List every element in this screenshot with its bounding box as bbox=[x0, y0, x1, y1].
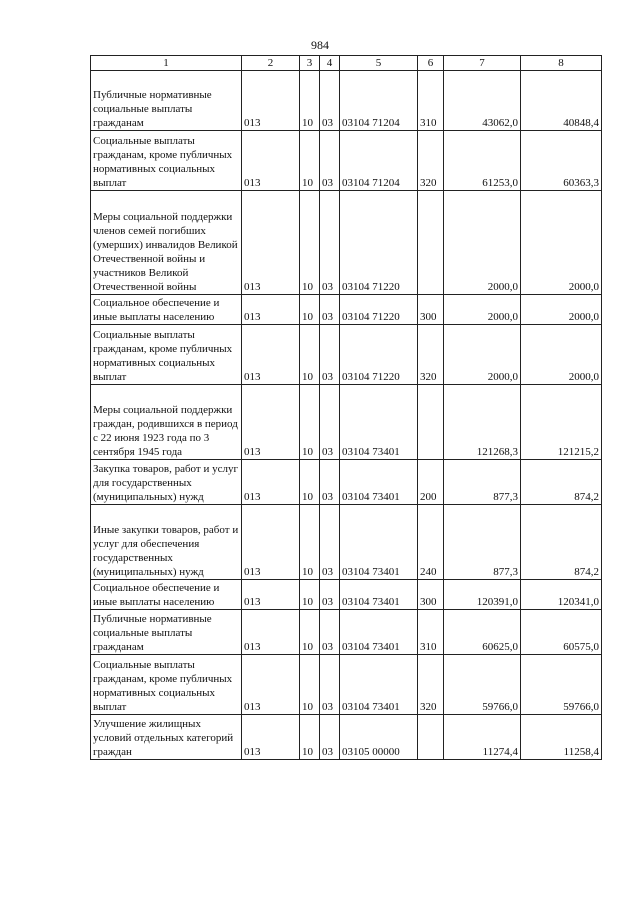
row-col4-cell: 03 bbox=[320, 325, 340, 385]
row-col8-cell: 59766,0 bbox=[521, 655, 602, 715]
row-col3-cell: 10 bbox=[300, 655, 320, 715]
row-col2-cell: 013 bbox=[242, 505, 300, 580]
row-col8-cell: 2000,0 bbox=[521, 191, 602, 295]
table-row bbox=[91, 460, 602, 505]
row-col7-cell: 120391,0 bbox=[444, 580, 521, 610]
row-col8-cell: 11258,4 bbox=[521, 715, 602, 760]
row-col7-cell: 59766,0 bbox=[444, 655, 521, 715]
header-cell: 4 bbox=[320, 56, 340, 71]
header-cell: 2 bbox=[242, 56, 300, 71]
row-name-cell: Меры социальной поддержки граждан, родившихся в период с 22 июня 1923 года по 3 сентября 1945 года bbox=[91, 385, 242, 460]
row-col3-cell: 10 bbox=[300, 385, 320, 460]
row-name-cell: Социальное обеспечение и иные выплаты населению bbox=[91, 295, 242, 325]
row-col3-cell: 10 bbox=[300, 131, 320, 191]
row-col5-cell: 03104 71204 bbox=[340, 131, 418, 191]
row-col3-cell: 10 bbox=[300, 505, 320, 580]
row-col4-cell: 03 bbox=[320, 715, 340, 760]
row-col6-cell: 320 bbox=[418, 325, 444, 385]
row-name-cell: Социальные выплаты гражданам, кроме публичных нормативных социальных выплат bbox=[91, 655, 242, 715]
table-row bbox=[91, 191, 602, 295]
row-name-cell: Улучшение жилищных условий отдельных категорий граждан bbox=[91, 715, 242, 760]
row-col5-cell: 03104 73401 bbox=[340, 460, 418, 505]
row-col8-cell: 121215,2 bbox=[521, 385, 602, 460]
row-col2-cell: 013 bbox=[242, 655, 300, 715]
row-col7-cell: 2000,0 bbox=[444, 295, 521, 325]
row-col7-cell: 60625,0 bbox=[444, 610, 521, 655]
row-col3-cell: 10 bbox=[300, 71, 320, 131]
row-col7-cell: 11274,4 bbox=[444, 715, 521, 760]
row-col5-cell: 03104 71204 bbox=[340, 71, 418, 131]
header-row bbox=[91, 56, 602, 71]
row-col6-cell bbox=[418, 385, 444, 460]
row-col4-cell: 03 bbox=[320, 71, 340, 131]
budget-table bbox=[90, 55, 602, 760]
row-col5-cell: 03105 00000 bbox=[340, 715, 418, 760]
row-col4-cell: 03 bbox=[320, 610, 340, 655]
row-name-cell: Иные закупки товаров, работ и услуг для обеспечения государственных (муниципальных) нужд bbox=[91, 505, 242, 580]
row-col2-cell: 013 bbox=[242, 715, 300, 760]
table-row bbox=[91, 325, 602, 385]
row-col6-cell: 300 bbox=[418, 580, 444, 610]
row-col8-cell: 60363,3 bbox=[521, 131, 602, 191]
row-name-cell: Закупка товаров, работ и услуг для государственных (муниципальных) нужд bbox=[91, 460, 242, 505]
row-col8-cell: 874,2 bbox=[521, 460, 602, 505]
row-col7-cell: 877,3 bbox=[444, 460, 521, 505]
row-col5-cell: 03104 73401 bbox=[340, 385, 418, 460]
row-name-cell: Социальные выплаты гражданам, кроме публичных нормативных социальных выплат bbox=[91, 325, 242, 385]
table-row bbox=[91, 580, 602, 610]
row-col7-cell: 43062,0 bbox=[444, 71, 521, 131]
row-col7-cell: 2000,0 bbox=[444, 325, 521, 385]
row-col7-cell: 61253,0 bbox=[444, 131, 521, 191]
row-col7-cell: 877,3 bbox=[444, 505, 521, 580]
table-row bbox=[91, 610, 602, 655]
row-col2-cell: 013 bbox=[242, 71, 300, 131]
row-col6-cell: 320 bbox=[418, 131, 444, 191]
row-col3-cell: 10 bbox=[300, 325, 320, 385]
row-col4-cell: 03 bbox=[320, 295, 340, 325]
row-col4-cell: 03 bbox=[320, 580, 340, 610]
row-col6-cell bbox=[418, 715, 444, 760]
row-col4-cell: 03 bbox=[320, 460, 340, 505]
row-col8-cell: 60575,0 bbox=[521, 610, 602, 655]
row-name-cell: Социальные выплаты гражданам, кроме публичных нормативных социальных выплат bbox=[91, 131, 242, 191]
row-col4-cell: 03 bbox=[320, 191, 340, 295]
header-cell: 1 bbox=[91, 56, 242, 71]
header-cell: 8 bbox=[521, 56, 602, 71]
table-row bbox=[91, 385, 602, 460]
row-col6-cell: 310 bbox=[418, 610, 444, 655]
row-col5-cell: 03104 73401 bbox=[340, 505, 418, 580]
row-col8-cell: 120341,0 bbox=[521, 580, 602, 610]
row-col8-cell: 874,2 bbox=[521, 505, 602, 580]
row-col6-cell: 300 bbox=[418, 295, 444, 325]
row-col6-cell: 310 bbox=[418, 71, 444, 131]
row-col3-cell: 10 bbox=[300, 191, 320, 295]
row-col3-cell: 10 bbox=[300, 580, 320, 610]
header-cell: 6 bbox=[418, 56, 444, 71]
row-col5-cell: 03104 73401 bbox=[340, 610, 418, 655]
row-col2-cell: 013 bbox=[242, 325, 300, 385]
row-col3-cell: 10 bbox=[300, 460, 320, 505]
header-cell: 7 bbox=[444, 56, 521, 71]
row-col7-cell: 2000,0 bbox=[444, 191, 521, 295]
header-cell: 3 bbox=[300, 56, 320, 71]
page-number: 984 bbox=[311, 38, 329, 52]
row-col4-cell: 03 bbox=[320, 131, 340, 191]
row-col2-cell: 013 bbox=[242, 610, 300, 655]
row-col2-cell: 013 bbox=[242, 131, 300, 191]
row-name-cell: Публичные нормативные социальные выплаты гражданам bbox=[91, 71, 242, 131]
header-cell: 5 bbox=[340, 56, 418, 71]
table-row bbox=[91, 295, 602, 325]
row-name-cell: Публичные нормативные социальные выплаты гражданам bbox=[91, 610, 242, 655]
row-col6-cell: 320 bbox=[418, 655, 444, 715]
row-col7-cell: 121268,3 bbox=[444, 385, 521, 460]
row-col5-cell: 03104 73401 bbox=[340, 655, 418, 715]
table-row bbox=[91, 505, 602, 580]
row-name-cell: Меры социальной поддержки членов семей погибших (умерших) инвалидов Великой Отечественной войны и участников Великой Отечественной войны bbox=[91, 191, 242, 295]
table-row bbox=[91, 71, 602, 131]
table-row bbox=[91, 715, 602, 760]
row-col3-cell: 10 bbox=[300, 610, 320, 655]
table-row bbox=[91, 131, 602, 191]
row-col8-cell: 2000,0 bbox=[521, 295, 602, 325]
row-col5-cell: 03104 71220 bbox=[340, 191, 418, 295]
row-col3-cell: 10 bbox=[300, 715, 320, 760]
row-col4-cell: 03 bbox=[320, 655, 340, 715]
row-col8-cell: 2000,0 bbox=[521, 325, 602, 385]
row-col2-cell: 013 bbox=[242, 191, 300, 295]
row-col2-cell: 013 bbox=[242, 385, 300, 460]
table-row bbox=[91, 655, 602, 715]
row-col2-cell: 013 bbox=[242, 295, 300, 325]
row-col4-cell: 03 bbox=[320, 505, 340, 580]
row-col6-cell: 240 bbox=[418, 505, 444, 580]
row-col5-cell: 03104 71220 bbox=[340, 325, 418, 385]
row-col5-cell: 03104 73401 bbox=[340, 580, 418, 610]
row-col2-cell: 013 bbox=[242, 460, 300, 505]
row-col3-cell: 10 bbox=[300, 295, 320, 325]
row-col4-cell: 03 bbox=[320, 385, 340, 460]
row-col8-cell: 40848,4 bbox=[521, 71, 602, 131]
row-col6-cell bbox=[418, 191, 444, 295]
row-col2-cell: 013 bbox=[242, 580, 300, 610]
row-col6-cell: 200 bbox=[418, 460, 444, 505]
row-col5-cell: 03104 71220 bbox=[340, 295, 418, 325]
row-name-cell: Социальное обеспечение и иные выплаты населению bbox=[91, 580, 242, 610]
